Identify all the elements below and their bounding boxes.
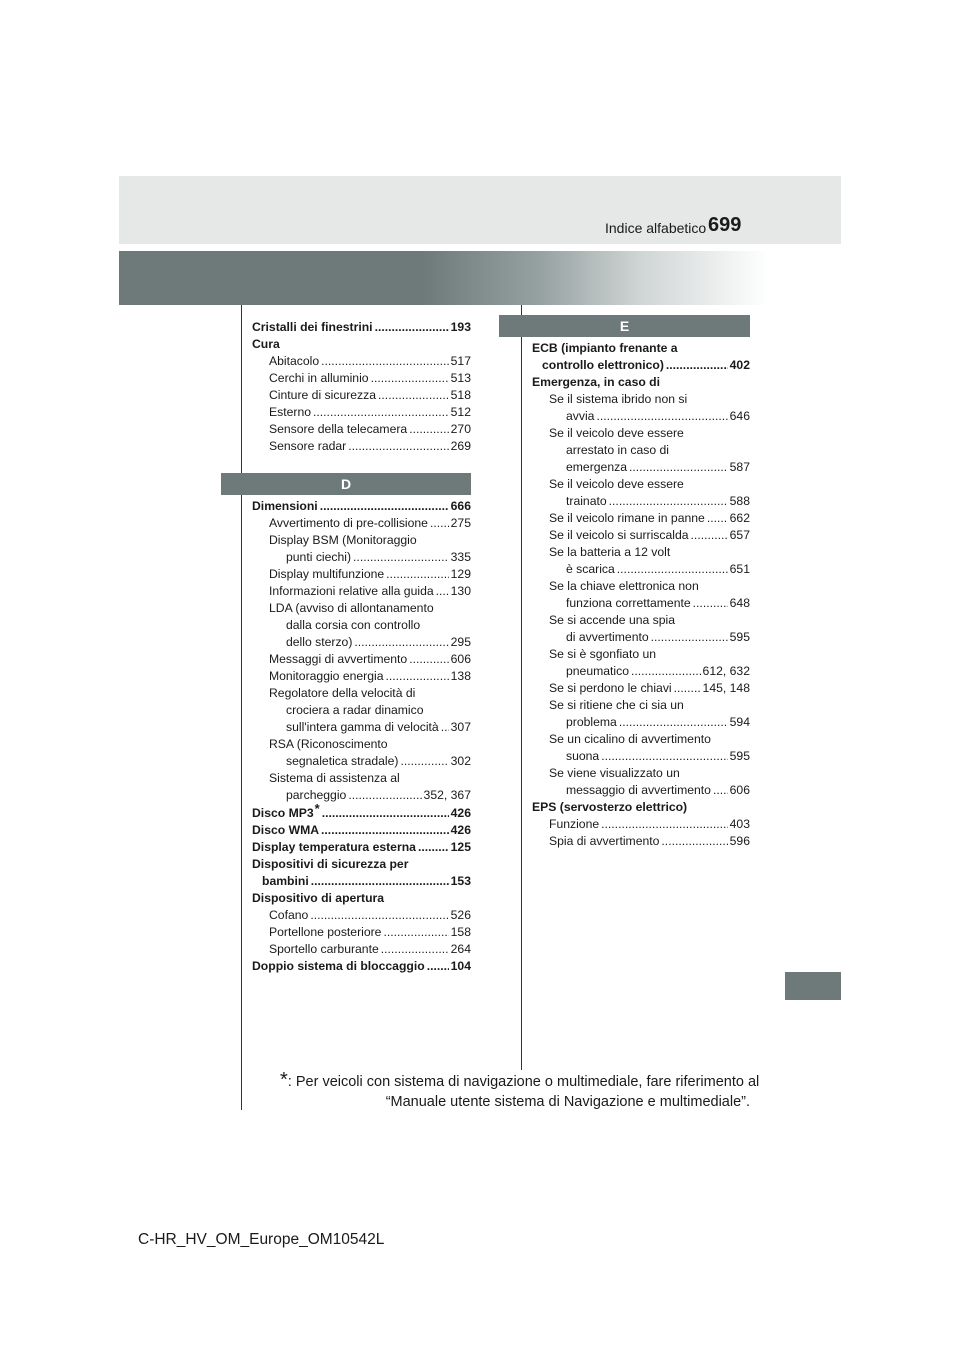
- index-column-left-d: [252, 498, 471, 975]
- index-entry: [252, 498, 471, 515]
- leader-dots: [418, 839, 449, 856]
- page-ref: 302: [450, 754, 471, 768]
- index-subentry: [532, 527, 750, 544]
- entry-text: Se si perdono le chiavi: [549, 681, 672, 695]
- leader-dots: [436, 583, 449, 600]
- entry-text: Spia di avvertimento: [549, 834, 660, 848]
- leader-dots: [629, 459, 728, 476]
- leader-dots: [386, 566, 448, 583]
- entry-text: Cura: [252, 337, 280, 351]
- page-ref: 275: [450, 516, 471, 530]
- entry-text: crociera a radar dinamico: [286, 703, 424, 717]
- leader-dots: [383, 924, 448, 941]
- leader-dots: [713, 782, 728, 799]
- index-entry: [252, 336, 471, 353]
- entry-text: trainato: [566, 494, 607, 508]
- entry-text: Se il veicolo rimane in panne: [549, 511, 705, 525]
- entry-text: Abitacolo: [269, 354, 320, 368]
- entry-text: Messaggi di avvertimento: [269, 652, 408, 666]
- entry-text: Esterno: [269, 405, 312, 419]
- entry-text: Se il veicolo deve essere: [549, 426, 684, 440]
- leader-dots: [354, 634, 448, 651]
- entry-text: EPS (servosterzo elettrico): [532, 800, 688, 814]
- leader-dots: [666, 357, 728, 374]
- entry-text: Display multifunzione: [269, 567, 385, 581]
- entry-text: Cinture di sicurezza: [269, 388, 377, 402]
- index-subentry: [252, 907, 471, 924]
- index-entry: [252, 801, 471, 822]
- entry-text: emergenza: [566, 460, 627, 474]
- leader-dots: [617, 561, 728, 578]
- page-ref: 352, 367: [423, 788, 471, 802]
- entry-text: Se il sistema ibrido non si: [549, 392, 688, 406]
- leader-dots: [651, 629, 728, 646]
- page-ref: 138: [450, 669, 471, 683]
- leader-dots: [693, 595, 728, 612]
- page-ref: 651: [729, 562, 750, 576]
- leader-dots: [311, 873, 449, 890]
- leader-dots: [375, 319, 449, 336]
- entry-text: Display BSM (Monitoraggio: [269, 533, 417, 547]
- page-ref: 657: [729, 528, 750, 542]
- index-subentry: [252, 421, 471, 438]
- index-entry: [252, 822, 471, 839]
- entry-text: Se si è sgonfiato un: [549, 647, 657, 661]
- page-ref: 517: [450, 354, 471, 368]
- letter-heading-e: E: [499, 315, 750, 337]
- letter-heading-d: D: [221, 473, 471, 495]
- leader-dots: [601, 816, 728, 833]
- entry-text: suona: [566, 749, 600, 763]
- entry-text: dalla corsia con controllo: [286, 618, 421, 632]
- index-subentry: [532, 425, 750, 476]
- index-column-left-c: [252, 319, 471, 455]
- leader-dots: [400, 753, 448, 770]
- index-subentry: [252, 736, 471, 770]
- entry-text: Disco MP3: [252, 806, 314, 820]
- page-ref: 403: [729, 817, 750, 831]
- leader-dots: [596, 408, 727, 425]
- leader-dots: [430, 515, 449, 532]
- page-ref: 158: [450, 925, 471, 939]
- entry-text: Funzione: [549, 817, 600, 831]
- page-ref: 426: [450, 806, 471, 820]
- page-ref: 606: [729, 783, 750, 797]
- page-ref: 648: [729, 596, 750, 610]
- page-ref: 588: [729, 494, 750, 508]
- entry-text: Dispositivo di apertura: [252, 891, 385, 905]
- page-ref: 193: [450, 320, 471, 334]
- leader-dots: [310, 907, 448, 924]
- index-subentry: [532, 833, 750, 850]
- leader-dots: [371, 370, 449, 387]
- entry-text: segnaletica stradale): [286, 754, 399, 768]
- entry-text: Dispositivi di sicurezza per: [252, 857, 409, 871]
- index-subentry: [252, 404, 471, 421]
- page-ref: 295: [450, 635, 471, 649]
- leader-dots: [322, 805, 449, 822]
- index-subentry: [532, 578, 750, 612]
- index-subentry: [532, 731, 750, 765]
- entry-text: Monitoraggio energia: [269, 669, 384, 683]
- leader-dots: [427, 958, 449, 975]
- gradient-band: [119, 251, 841, 305]
- entry-text: Display temperatura esterna: [252, 840, 416, 854]
- index-subentry: [532, 391, 750, 425]
- index-subentry: [252, 387, 471, 404]
- entry-text: avvia: [566, 409, 595, 423]
- page-ref: 145, 148: [702, 681, 750, 695]
- index-subentry: [252, 770, 471, 804]
- page-ref: 606: [450, 652, 471, 666]
- index-subentry: [532, 697, 750, 731]
- footnote-ref: *: [314, 801, 320, 816]
- leader-dots: [353, 549, 449, 566]
- entry-text: Se un cicalino di avvertimento: [549, 732, 711, 746]
- chapter-tab: [785, 972, 841, 1000]
- entry-text: Sistema di assistenza al: [269, 771, 400, 785]
- page-number: 699: [708, 214, 742, 236]
- page-ref: 596: [729, 834, 750, 848]
- index-subentry: [532, 612, 750, 646]
- entry-text: controllo elettronico): [542, 358, 664, 372]
- entry-text: problema: [566, 715, 617, 729]
- page-ref: 402: [729, 358, 750, 372]
- footnote-marker: *: [280, 1069, 288, 1091]
- page-ref: 595: [729, 630, 750, 644]
- page-ref: 666: [450, 499, 471, 513]
- entry-text: Se la chiave elettronica non: [549, 579, 699, 593]
- leader-dots: [609, 493, 728, 510]
- index-subentry: [252, 583, 471, 600]
- page-ref: 130: [450, 584, 471, 598]
- entry-text: Cofano: [269, 908, 309, 922]
- index-subentry: [532, 476, 750, 510]
- entry-text: LDA (avviso di allontanamento: [269, 601, 434, 615]
- index-entry: [252, 890, 471, 907]
- leader-dots: [320, 498, 449, 515]
- index-entry: [532, 799, 750, 816]
- index-subentry: [252, 566, 471, 583]
- index-subentry: [252, 685, 471, 736]
- index-entry: [252, 856, 471, 890]
- index-subentry: [252, 532, 471, 566]
- leader-dots: [378, 387, 449, 404]
- leader-dots: [707, 510, 728, 527]
- index-entry: [532, 374, 750, 391]
- entry-text: parcheggio: [286, 788, 347, 802]
- entry-text: Cerchi in alluminio: [269, 371, 369, 385]
- index-entry: [532, 340, 750, 374]
- entry-text: Avvertimento di pre-collisione: [269, 516, 428, 530]
- middle-column-rule: [521, 305, 522, 1070]
- leader-dots: [691, 527, 728, 544]
- footnote: [280, 1069, 760, 1112]
- leader-dots: [348, 438, 448, 455]
- page-ref: 269: [450, 439, 471, 453]
- index-subentry: [252, 600, 471, 651]
- entry-text: Se la batteria a 12 volt: [549, 545, 671, 559]
- entry-text: messaggio di avvertimento: [566, 783, 711, 797]
- page-ref: 125: [450, 840, 471, 854]
- entry-text: Se si accende una spia: [549, 613, 676, 627]
- entry-text: Sportello carburante: [269, 942, 379, 956]
- page-ref: 594: [729, 715, 750, 729]
- leader-dots: [674, 680, 701, 697]
- index-subentry: [252, 941, 471, 958]
- leader-dots: [601, 748, 727, 765]
- index-subentry: [252, 668, 471, 685]
- leader-dots: [313, 404, 449, 421]
- page-ref: 526: [450, 908, 471, 922]
- index-column-right-e: [532, 340, 750, 850]
- entry-text: dello sterzo): [286, 635, 353, 649]
- leader-dots: [409, 421, 448, 438]
- entry-text: bambini: [262, 874, 309, 888]
- leader-dots: [441, 719, 449, 736]
- index-subentry: [532, 816, 750, 833]
- page-ref: 335: [450, 550, 471, 564]
- entry-text: Emergenza, in caso di: [532, 375, 661, 389]
- page-ref: 264: [450, 942, 471, 956]
- page-ref: 587: [729, 460, 750, 474]
- entry-text: di avvertimento: [566, 630, 649, 644]
- page-ref: 153: [450, 874, 471, 888]
- entry-text: pneumatico: [566, 664, 630, 678]
- page-ref: 612, 632: [702, 664, 750, 678]
- index-entry: [252, 839, 471, 856]
- footer-doc-code: C-HR_HV_OM_Europe_OM10542L: [138, 1231, 385, 1248]
- entry-text: Se il veicolo deve essere: [549, 477, 684, 491]
- entry-text: Se viene visualizzato un: [549, 766, 680, 780]
- index-subentry: [532, 646, 750, 680]
- index-subentry: [532, 544, 750, 578]
- leader-dots: [321, 822, 449, 839]
- entry-text: Sensore radar: [269, 439, 347, 453]
- leader-dots: [321, 353, 449, 370]
- entry-text: Disco WMA: [252, 823, 320, 837]
- index-subentry: [252, 353, 471, 370]
- leader-dots: [619, 714, 728, 731]
- index-entry: [252, 319, 471, 336]
- page-ref: 518: [450, 388, 471, 402]
- entry-text: Sensore della telecamera: [269, 422, 408, 436]
- page-ref: 426: [450, 823, 471, 837]
- entry-text: sull'intera gamma di velocità: [286, 720, 439, 734]
- page-ref: 513: [450, 371, 471, 385]
- leader-dots: [631, 663, 701, 680]
- entry-text: Doppio sistema di bloccaggio: [252, 959, 425, 973]
- page-ref: 662: [729, 511, 750, 525]
- index-subentry: [252, 370, 471, 387]
- leader-dots: [661, 833, 727, 850]
- page-ref: 104: [450, 959, 471, 973]
- entry-text: Informazioni relative alla guida: [269, 584, 434, 598]
- entry-text: Se il veicolo si surriscalda: [549, 528, 689, 542]
- entry-text: funziona correttamente: [566, 596, 691, 610]
- entry-text: Cristalli dei finestrini: [252, 320, 373, 334]
- section-title: Indice alfabetico: [605, 220, 707, 236]
- entry-text: Portellone posteriore: [269, 925, 382, 939]
- page-ref: 646: [729, 409, 750, 423]
- entry-text: punti ciechi): [286, 550, 352, 564]
- entry-text: Regolatore della velocità di: [269, 686, 416, 700]
- index-subentry: [532, 765, 750, 799]
- left-column-rule: [241, 305, 242, 1110]
- index-subentry: [532, 510, 750, 527]
- entry-text: è scarica: [566, 562, 615, 576]
- footnote-line-2: “Manuale utente sistema di Navigazione e multimediale”.: [385, 1094, 750, 1110]
- leader-dots: [348, 787, 421, 804]
- entry-text: ECB (impianto frenante a: [532, 341, 678, 355]
- page-ref: 270: [450, 422, 471, 436]
- index-subentry: [252, 515, 471, 532]
- index-subentry: [252, 438, 471, 455]
- entry-text: Se si ritiene che ci sia un: [549, 698, 684, 712]
- entry-text: Dimensioni: [252, 499, 318, 513]
- footnote-line-1: : Per veicoli con sistema di navigazione o multimediale, fare riferimento al: [287, 1074, 760, 1090]
- page-ref: 512: [450, 405, 471, 419]
- page-ref: 595: [729, 749, 750, 763]
- index-entry: [252, 958, 471, 975]
- index-subentry: [532, 680, 750, 697]
- index-subentry: [252, 651, 471, 668]
- page-ref: 307: [450, 720, 471, 734]
- leader-dots: [386, 668, 449, 685]
- leader-dots: [381, 941, 449, 958]
- entry-text: arrestato in caso di: [566, 443, 669, 457]
- leader-dots: [409, 651, 448, 668]
- entry-text: RSA (Riconoscimento: [269, 737, 388, 751]
- page-ref: 129: [450, 567, 471, 581]
- index-subentry: [252, 924, 471, 941]
